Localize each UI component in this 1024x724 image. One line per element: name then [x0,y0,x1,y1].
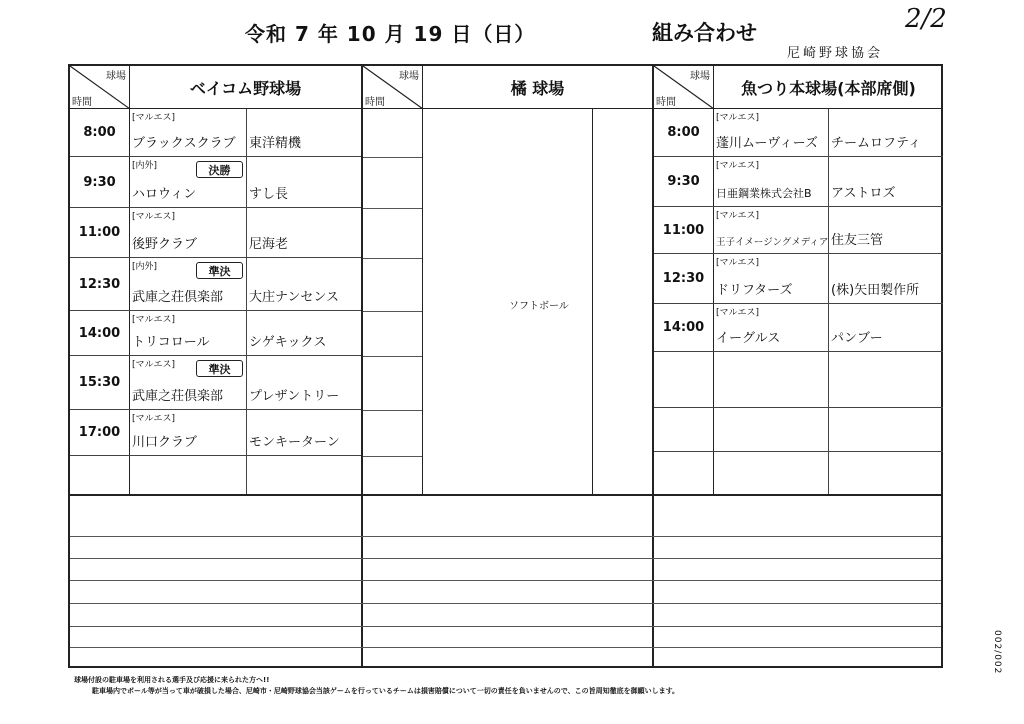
table-row [654,207,943,254]
game-time: 12:30 [70,258,130,310]
team-b-cell [829,352,943,407]
team-a: 王子イメージングメディア [716,237,829,248]
team-a-cell [130,208,247,257]
notes-area [70,494,941,666]
team-b: すし長 [249,187,289,202]
corner-cell [70,66,130,109]
team-a-cell [714,254,829,303]
time-label: 時間 [365,97,385,108]
team-b-cell [247,109,361,156]
table-row [654,352,943,408]
team-b-cell [829,109,943,156]
table-row [70,157,361,208]
team-b-cell [247,311,361,355]
table-row [654,254,943,304]
game-time: 8:00 [654,109,714,156]
field-header [363,66,652,109]
team-b-cell [829,408,943,451]
team-a: ブラックスクラブ [132,136,236,151]
field-column-baycom [70,66,361,494]
organizer-name: 尼崎野球協会 [787,46,884,61]
team-a: 蓬川ムーヴィーズ [716,136,818,151]
team-a: 武庫之荘倶楽部 [132,290,224,305]
table-row [70,311,361,356]
schedule-table [68,64,943,668]
corner-cell [363,66,423,109]
league-tag: [マルエス] [716,113,760,123]
field-header [654,66,943,109]
team-b: プレザントリー [249,389,340,404]
league-tag: [マルエス] [132,414,176,424]
team-a-cell [130,456,247,494]
page-number: 2/2 [905,4,947,34]
team-b-cell [247,410,361,455]
time-column [363,109,423,494]
game-time: 11:00 [70,208,130,257]
team-a: ドリフターズ [716,283,793,298]
table-row [654,109,943,157]
league-tag: [内外] [132,262,158,272]
league-tag: [マルエス] [716,258,760,268]
team-b: パンブー [831,331,883,346]
time-label: 時間 [72,97,92,108]
team-b-cell [247,157,361,207]
table-row [654,452,943,494]
team-a-cell [714,452,829,494]
team-b-cell [247,456,361,494]
game-time: 11:00 [654,207,714,253]
team-a-cell [714,207,829,253]
league-tag: [マルエス] [716,161,760,171]
team-b: 大庄ナンセンス [249,290,339,305]
game-time [70,456,130,494]
league-tag: [内外] [132,161,158,171]
league-tag: [マルエス] [716,308,760,318]
team-a-cell [130,109,247,156]
team-b: 東洋精機 [249,136,302,151]
team-b-cell [247,208,361,257]
team-a-cell [130,311,247,355]
team-a-cell [714,157,829,206]
team-b: モンキーターン [249,435,340,450]
schedule-date: 令和 7 年 10 月 19 日（日） [245,22,536,46]
time-label: 時間 [656,97,676,108]
parking-notice-body: 駐車場内でボール等が当って車が破損した場合、尼崎市・尼崎野球協会当該ゲームを行っているチームは損害賠償について一切の責任を負いませんので、この旨周知徹底を御願いします。 [92,687,680,695]
team-b-cell [247,258,361,310]
game-time: 14:00 [654,304,714,351]
team-a-cell [130,258,247,310]
game-time: 12:30 [654,254,714,303]
team-a: ハロウィン [132,187,197,202]
league-tag: [マルエス] [132,113,176,123]
table-row [70,356,361,410]
team-a: 後野クラブ [132,237,198,252]
field-label: 球場 [106,71,126,82]
team-a-cell [714,408,829,451]
team-b: チームロフティ [831,136,921,151]
game-time [654,352,714,407]
team-a: イーグルス [716,331,781,346]
team-b-cell [829,304,943,351]
table-row [70,456,361,494]
team-b-cell [829,254,943,303]
table-row [70,109,361,157]
fax-page-mark: 002/002 [992,630,1002,675]
softball-area [423,109,593,494]
team-b: シゲキックス [249,335,327,350]
team-a: 川口クラブ [132,435,198,450]
game-time: 15:30 [70,356,130,409]
league-tag: [マルエス] [716,211,760,221]
field-column-uotsuri [654,66,943,494]
team-b-cell [829,207,943,253]
game-time: 8:00 [70,109,130,156]
team-b: (株)矢田製作所 [831,283,920,298]
final-badge: 決勝 [196,161,243,178]
game-time: 9:30 [654,157,714,206]
field-header [70,66,361,109]
field-label: 球場 [399,71,419,82]
field-label: 球場 [690,71,710,82]
team-b: 住友三管 [831,233,884,248]
table-row [654,157,943,207]
team-b: アストロズ [831,186,896,201]
field-name: 橘 球場 [510,79,565,98]
semifinal-badge: 準決 [196,360,243,377]
team-b-cell [829,452,943,494]
game-time: 9:30 [70,157,130,207]
team-a-cell [130,157,247,207]
table-row [654,304,943,352]
team-a-cell [130,356,247,409]
league-tag: [マルエス] [132,212,176,222]
league-tag: [マルエス] [132,315,176,325]
league-tag: [マルエス] [132,360,176,370]
team-a-cell [714,352,829,407]
table-row [654,408,943,452]
corner-cell [654,66,714,109]
table-row [70,258,361,311]
game-time: 17:00 [70,410,130,455]
game-time [654,452,714,494]
team-a-cell [130,410,247,455]
softball-note: ソフトボール [509,301,569,312]
team-a-cell [714,304,829,351]
semifinal-badge: 準決 [196,262,243,279]
game-time: 14:00 [70,311,130,355]
game-time [654,408,714,451]
parking-notice-heading: 球場付設の駐車場を利用される選手及び応援に来られた方へ!! [74,676,270,684]
table-row [70,410,361,456]
field-name: ベイコム野球場 [189,79,302,98]
field-name: 魚つり本球場(本部席側) [741,79,916,98]
team-b: 尼海老 [249,237,289,252]
team-a-cell [714,109,829,156]
team-a: トリコロール [132,335,210,350]
field-column-tachibana [363,66,652,494]
team-a: 日亜鋼業株式会社B [716,187,812,200]
team-a: 武庫之荘倶楽部 [132,389,224,404]
page-title: 組み合わせ [652,21,757,45]
team-b-cell [247,356,361,409]
table-row [70,208,361,258]
team-b-cell [829,157,943,206]
